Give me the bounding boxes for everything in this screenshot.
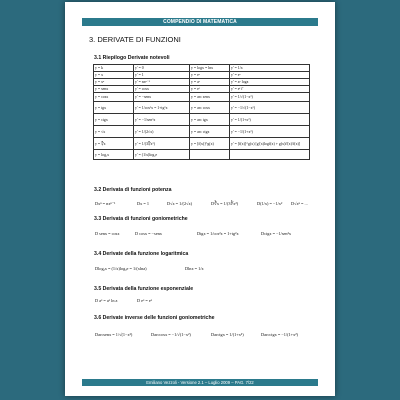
table-cell: y = arc senx (190, 93, 230, 102)
table-cell: y' = (1/x)logₐe (134, 150, 190, 160)
table-row (94, 72, 310, 79)
table-cell: y' = −1/√(1−x²) (230, 102, 310, 114)
formula: Dtgx = 1/cos²x = 1+tg²x (197, 231, 239, 236)
table-cell: y' = aˣ loga (230, 79, 310, 86)
table-row (94, 93, 310, 102)
table-row (94, 102, 310, 114)
table-cell: y' = 1/(3∛x²) (134, 138, 190, 150)
formula: Darccosx = −1/√(1−x²) (151, 332, 191, 337)
table-cell: y = [f(x)]^g(x) (190, 138, 230, 150)
formula: D√xⁿ = ... (291, 201, 308, 206)
table-cell: y' = [f(x)]^g(x) [g'(x)logf(x) + g(x)f'(x)/f(x)] (230, 138, 310, 150)
table-cell: y' = 1/(2√x) (134, 126, 190, 138)
table-cell: y = logx = lnx (190, 65, 230, 72)
section-heading-3-4: 3.4 Derivate della funzione logaritmica (94, 251, 189, 257)
table-cell: y = arc tgx (190, 114, 230, 126)
table-cell: y = xⁿ (94, 79, 134, 86)
table-cell: y' = 1 (134, 72, 190, 79)
formula: D√x = 1/(2√x) (167, 201, 193, 206)
formula: Dx = 1 (137, 201, 149, 206)
chapter-title: 3. DERIVATE DI FUNZIONI (89, 35, 181, 44)
table-row (94, 79, 310, 86)
table-cell: y = √x (94, 126, 134, 138)
formula: Dlogₐx = (1/x)logₐe = 1/(xlna) (95, 266, 147, 271)
formula: D∛x = 1/(3∛x²) (211, 201, 239, 206)
formula: D senx = cosx (95, 231, 120, 236)
table-cell: y' = 1/x (230, 65, 310, 72)
table-cell: y = x (94, 72, 134, 79)
table-cell: y = eᶠ (190, 86, 230, 93)
formula: D cosx = −senx (135, 231, 162, 236)
table-cell: y = k (94, 65, 134, 72)
table-cell: y = senx (94, 86, 134, 93)
table-cell: y' = 1/√(1−x²) (230, 93, 310, 102)
table-cell: y' = nxⁿ⁻¹ (134, 79, 190, 86)
formula: Darcctgx = −1/(1+x²) (261, 332, 298, 337)
page-header: COMPENDIO DI MATEMATICA (82, 18, 318, 26)
formula: Darcsenx = 1/√(1−x²) (95, 332, 133, 337)
table-cell: y' = 1/cos²x = 1+tg²x (134, 102, 190, 114)
page-footer: Emiliano Vezzoli - Versione 2.1 – Luglio 2009 – PAG. 7/22 (82, 379, 318, 386)
derivatives-table (93, 64, 310, 160)
table-cell: y = cosx (94, 93, 134, 102)
formula: D aˣ = aˣ ln a (95, 298, 118, 303)
section-heading-3-2: 3.2 Derivata di funzioni potenza (94, 187, 172, 193)
section-heading-3-3: 3.3 Derivata di funzioni goniometriche (94, 216, 188, 222)
table-row (94, 150, 310, 160)
table-cell: y' = −1/sen²x (134, 114, 190, 126)
table-cell: y' = eᶠ f' (230, 86, 310, 93)
table-cell: y = ctgx (94, 114, 134, 126)
formula: D eˣ = eˣ (137, 298, 153, 303)
section-heading-3-5: 3.5 Derivata della funzione esponenziale (94, 286, 194, 292)
table-cell (190, 150, 230, 160)
table-cell: y = ∛x (94, 138, 134, 150)
table-cell: y' = cosx (134, 86, 190, 93)
formula: Dlnx = 1/x (185, 266, 204, 271)
table-row (94, 138, 310, 150)
section-heading-3-1: 3.1 Riepilogo Derivate notevoli (94, 55, 170, 61)
section-heading-3-6: 3.6 Derivate inverse delle funzioni goniometriche (94, 315, 215, 321)
table-row (94, 65, 310, 72)
table-row (94, 126, 310, 138)
table-cell: y' = −1/(1+x²) (230, 126, 310, 138)
table-cell: y' = 0 (134, 65, 190, 72)
table-cell: y' = 1/(1+x²) (230, 114, 310, 126)
formula: Darctgx = 1/(1+x²) (211, 332, 244, 337)
table-cell: y = arc ctgx (190, 126, 230, 138)
formula: Dctgx = −1/sen²x (261, 231, 292, 236)
table-cell: y = eˣ (190, 72, 230, 79)
table-row (94, 86, 310, 93)
table-cell: y = arc cosx (190, 102, 230, 114)
formula: D(1/x) = −1/x² (257, 201, 283, 206)
table-row (94, 114, 310, 126)
table-cell: y = logₐx (94, 150, 134, 160)
table-cell: y = aˣ (190, 79, 230, 86)
table-cell: y' = eˣ (230, 72, 310, 79)
table-cell: y = tgx (94, 102, 134, 114)
table-cell (230, 150, 310, 160)
formula: Dxⁿ = nxⁿ⁻¹ (95, 201, 116, 206)
document-page (65, 2, 335, 396)
table-cell: y' = −senx (134, 93, 190, 102)
